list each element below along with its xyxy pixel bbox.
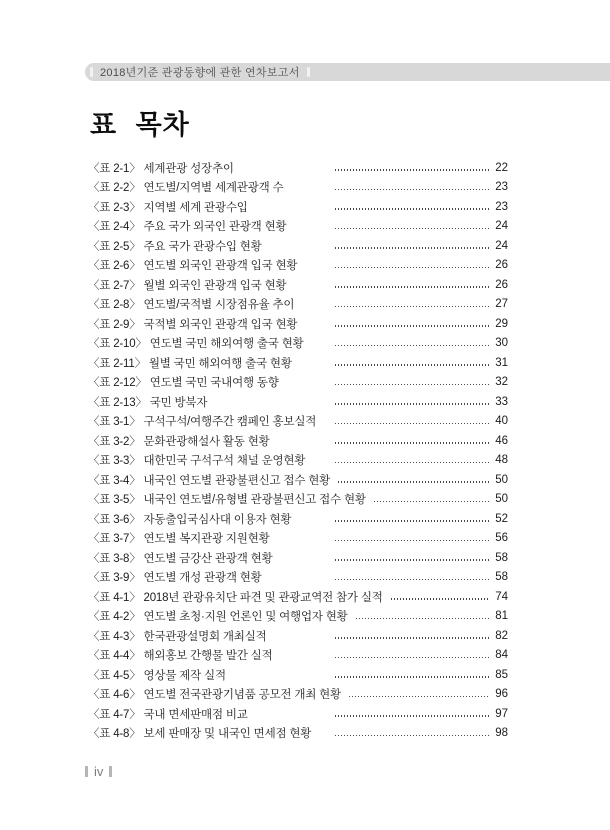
- report-header-title: 2018년기준 관광동향에 관한 연차보고서: [100, 67, 300, 79]
- toc-entry-label: 〈표 3-5〉 내국인 연도별/유형별 관광불편신고 접수 현황: [88, 494, 366, 507]
- toc-entry-page-number: 97: [495, 707, 508, 720]
- toc-entry-page-number: 26: [495, 259, 508, 272]
- toc-entry: [88, 295, 508, 315]
- toc-entry-page-number: 48: [495, 454, 508, 467]
- toc-entry-page-number: 96: [495, 688, 508, 701]
- toc-entry: [88, 158, 508, 178]
- toc-entry: [88, 704, 508, 724]
- toc-entry: [88, 451, 508, 471]
- toc-entry-label: 〈표 2-10〉 연도별 국민 해외여행 출국 현황: [88, 338, 304, 351]
- toc-entry-label: 〈표 2-7〉 월별 외국인 관광객 입국 현황: [88, 279, 287, 292]
- toc-entry-page-number: 40: [495, 415, 508, 428]
- toc-entry-label: 〈표 2-8〉 연도별/국적별 시장점유율 추이: [88, 299, 295, 312]
- toc-entry: [88, 724, 508, 744]
- toc-entry-label: 〈표 2-9〉 국적별 외국인 관광객 입국 현황: [88, 318, 298, 331]
- toc-entry: [88, 431, 508, 451]
- toc-entry-label: 〈표 3-2〉 문화관광해설사 활동 현황: [88, 435, 270, 448]
- dot-leader: [335, 676, 489, 678]
- toc-entry-page-number: 50: [495, 473, 508, 486]
- toc-entry: [88, 470, 508, 490]
- toc-entry-label: 〈표 4-6〉 연도별 전국관광기념품 공모전 개최 현황: [88, 689, 341, 702]
- dot-leader: [356, 618, 489, 620]
- toc-entry: [88, 665, 508, 685]
- toc-entry-label: 〈표 2-6〉 연도별 외국인 관광객 입국 현황: [88, 260, 298, 273]
- toc-entry: [88, 334, 508, 354]
- toc-entry-page-number: 24: [495, 239, 508, 252]
- dot-leader: [374, 501, 489, 503]
- toc-entry: [88, 626, 508, 646]
- toc-entry: [88, 236, 508, 256]
- footer-page-number: iv: [94, 764, 104, 779]
- toc-entry-page-number: 46: [495, 434, 508, 447]
- toc-entry-page-number: 24: [495, 220, 508, 233]
- toc-entry: [88, 373, 508, 393]
- dot-leader: [335, 403, 489, 405]
- dot-leader: [335, 462, 489, 464]
- toc-entry-label: 〈표 4-4〉 해외홍보 간행물 발간 실적: [88, 650, 273, 663]
- toc-entry: [88, 607, 508, 627]
- toc-entry-page-number: 32: [495, 376, 508, 389]
- toc-entry-label: 〈표 4-3〉 한국관광설명회 개최실적: [88, 630, 267, 643]
- toc-entry-page-number: 81: [495, 610, 508, 623]
- dot-leader: [335, 169, 489, 171]
- toc-list: [88, 158, 508, 743]
- dot-leader: [335, 540, 489, 542]
- toc-entry: [88, 548, 508, 568]
- dot-leader: [335, 345, 489, 347]
- report-header-bar: [85, 63, 610, 81]
- dot-leader: [335, 228, 489, 230]
- toc-entry-label: 〈표 4-5〉 영상물 제작 실적: [88, 669, 226, 682]
- dot-leader: [335, 423, 489, 425]
- dot-leader: [335, 442, 489, 444]
- toc-entry-label: 〈표 3-9〉 연도별 개성 관광객 현황: [88, 572, 262, 585]
- dot-leader: [349, 696, 489, 698]
- dot-leader: [335, 208, 489, 210]
- page-title: 표 목차: [90, 110, 190, 140]
- dot-leader: [335, 189, 489, 191]
- dot-leader: [335, 520, 489, 522]
- toc-entry: [88, 646, 508, 666]
- dot-leader: [335, 559, 489, 561]
- toc-entry-label: 〈표 3-7〉 연도별 복지관광 지원현황: [88, 533, 270, 546]
- toc-entry-label: 〈표 3-4〉 내국인 연도별 관광불편신고 접수 현황: [88, 474, 331, 487]
- toc-entry-page-number: 82: [495, 629, 508, 642]
- toc-entry-page-number: 84: [495, 649, 508, 662]
- toc-entry: [88, 314, 508, 334]
- toc-entry-label: 〈표 4-2〉 연도별 초청·지원 언론인 및 여행업자 현황: [88, 611, 348, 624]
- toc-entry-label: 〈표 2-12〉 연도별 국민 국내여행 동향: [88, 377, 279, 390]
- toc-entry-page-number: 26: [495, 278, 508, 291]
- toc-entry-page-number: 56: [495, 532, 508, 545]
- toc-entry-page-number: 58: [495, 571, 508, 584]
- toc-entry-label: 〈표 4-8〉 보세 판매장 및 내국인 면세점 현황: [88, 728, 312, 741]
- toc-entry-label: 〈표 2-1〉 세계관광 성장추이: [88, 162, 234, 175]
- toc-entry-label: 〈표 3-1〉 구석구석/여행주간 캠페인 홍보실적: [88, 416, 317, 429]
- toc-entry-label: 〈표 2-3〉 지역별 세계 관광수입: [88, 201, 248, 214]
- toc-entry: [88, 178, 508, 198]
- dot-leader: [335, 384, 489, 386]
- dot-leader: [335, 325, 489, 327]
- footer-left-tick-icon: [85, 766, 88, 777]
- toc-entry: [88, 392, 508, 412]
- toc-entry-label: 〈표 2-5〉 주요 국가 관광수입 현황: [88, 240, 262, 253]
- toc-entry-page-number: 85: [495, 668, 508, 681]
- header-right-tick-icon: [307, 67, 310, 77]
- dot-leader: [335, 267, 489, 269]
- toc-entry-label: 〈표 2-4〉 주요 국가 외국인 관광객 현황: [88, 221, 287, 234]
- toc-entry-page-number: 74: [495, 590, 508, 603]
- toc-entry-label: 〈표 2-2〉 연도별/지역별 세계관광객 수: [88, 182, 284, 195]
- footer-right-tick-icon: [109, 766, 112, 777]
- dot-leader: [335, 715, 489, 717]
- toc-entry-label: 〈표 4-7〉 국내 면세판매점 비교: [88, 708, 248, 721]
- toc-entry-page-number: 52: [495, 512, 508, 525]
- toc-entry-page-number: 58: [495, 551, 508, 564]
- toc-entry-label: 〈표 2-11〉 월별 국민 해외여행 출국 현황: [88, 357, 292, 370]
- toc-entry-page-number: 30: [495, 337, 508, 350]
- toc-entry-page-number: 50: [495, 493, 508, 506]
- toc-entry-page-number: 23: [495, 200, 508, 213]
- dot-leader: [391, 598, 489, 600]
- toc-entry-page-number: 23: [495, 181, 508, 194]
- toc-entry: [88, 412, 508, 432]
- toc-entry-label: 〈표 4-1〉 2018년 관광유치단 파견 및 관광교역전 참가 실적: [88, 591, 383, 604]
- toc-entry-page-number: 29: [495, 317, 508, 330]
- toc-entry-label: 〈표 3-8〉 연도별 금강산 관광객 현황: [88, 552, 273, 565]
- toc-entry: [88, 197, 508, 217]
- toc-entry: [88, 490, 508, 510]
- dot-leader: [335, 364, 489, 366]
- dot-leader: [335, 657, 489, 659]
- dot-leader: [335, 247, 489, 249]
- toc-entry-page-number: 31: [495, 356, 508, 369]
- toc-entry: [88, 256, 508, 276]
- page-footer: [85, 764, 112, 779]
- dot-leader: [335, 306, 489, 308]
- toc-entry: [88, 568, 508, 588]
- toc-entry-page-number: 27: [495, 298, 508, 311]
- toc-entry: [88, 217, 508, 237]
- toc-entry: [88, 587, 508, 607]
- toc-entry-label: 〈표 3-3〉 대한민국 구석구석 채널 운영현황: [88, 455, 306, 468]
- toc-entry-page-number: 22: [495, 161, 508, 174]
- header-left-tick-icon: [90, 67, 93, 77]
- toc-entry: [88, 509, 508, 529]
- toc-entry: [88, 353, 508, 373]
- toc-entry: [88, 685, 508, 705]
- dot-leader: [335, 735, 489, 737]
- dot-leader: [335, 637, 489, 639]
- dot-leader: [335, 286, 489, 288]
- dot-leader: [338, 481, 489, 483]
- toc-entry-label: 〈표 3-6〉 자동출입국심사대 이용자 현황: [88, 513, 292, 526]
- toc-entry: [88, 275, 508, 295]
- toc-entry-label: 〈표 2-13〉 국민 방북자: [88, 396, 208, 409]
- toc-entry-page-number: 33: [495, 395, 508, 408]
- dot-leader: [335, 579, 489, 581]
- toc-entry-page-number: 98: [495, 727, 508, 740]
- toc-entry: [88, 529, 508, 549]
